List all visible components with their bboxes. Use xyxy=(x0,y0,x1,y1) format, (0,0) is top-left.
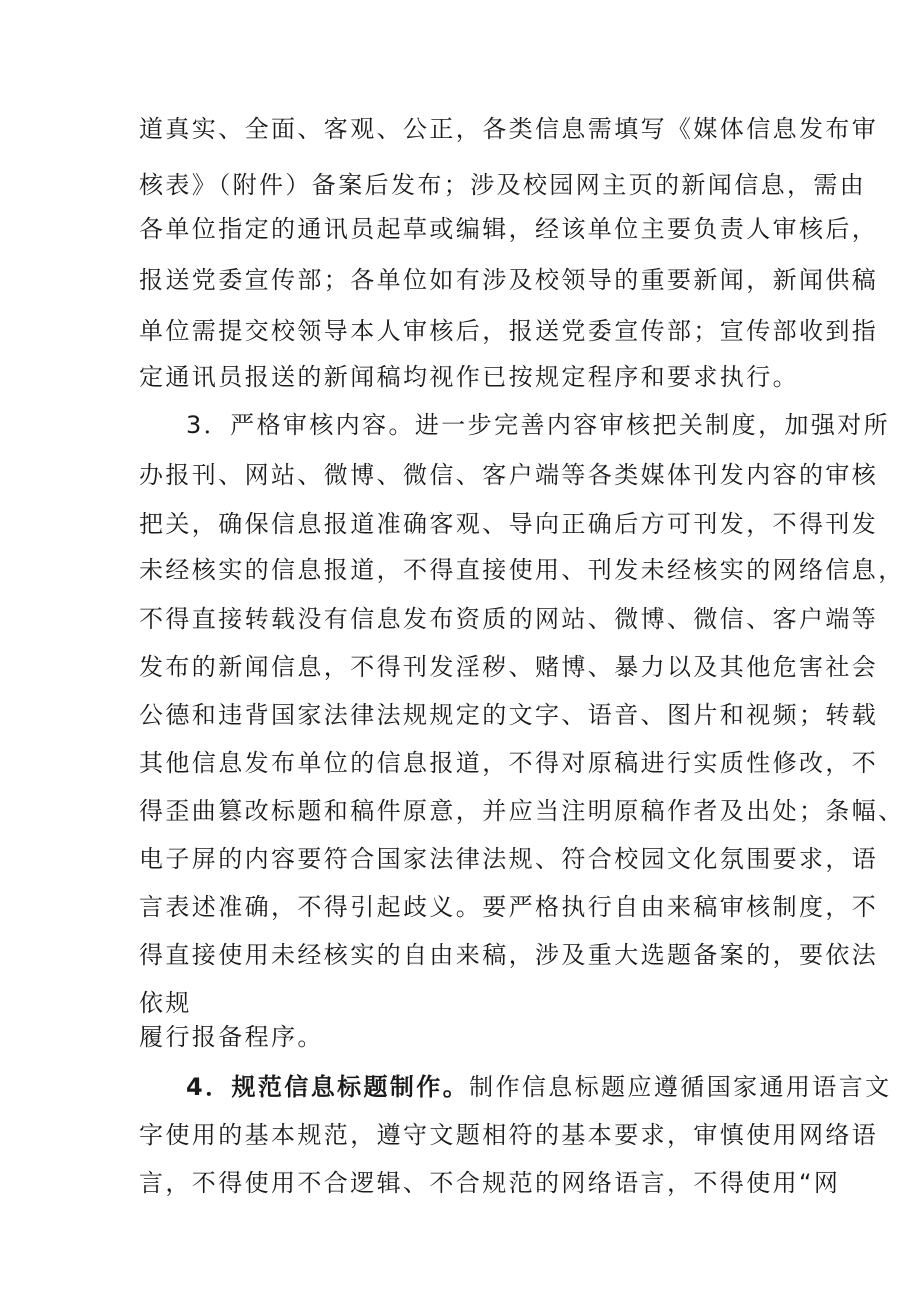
paragraph-line-11: 不得直接转载没有信息发布资质的网站、微博、微信、客户端等 xyxy=(139,605,879,633)
item-4-text: 制作信息标题应遵循国家通用语言文 xyxy=(469,1073,892,1101)
paragraph-line-17: 言表述准确，不得引起歧义。要严格执行自由来稿审核制度，不 xyxy=(139,893,879,921)
paragraph-line-4: 报送党委宣传部；各单位如有涉及校领导的重要新闻，新闻供稿 xyxy=(139,266,879,294)
paragraph-line-14: 其他信息发布单位的信息报道，不得对原稿进行实质性修改，不 xyxy=(139,749,879,777)
paragraph-line-5: 单位需提交校领导本人审核后，报送党委宣传部；宣传部收到指 xyxy=(139,317,879,345)
paragraph-line-12: 发布的新闻信息，不得刊发淫秽、赌博、暴力以及其他危害社会 xyxy=(139,653,879,681)
item-4-heading: 4．规范信息标题制作。 xyxy=(186,1073,470,1101)
paragraph-line-3: 各单位指定的通讯员起草或编辑，经该单位主要负责人审核后， xyxy=(139,215,879,243)
paragraph-line-23: 言，不得使用不合逻辑、不合规范的网络语言，不得使用“网 xyxy=(139,1169,841,1197)
paragraph-line-2: 核表》（附件）备案后发布；涉及校园网主页的新闻信息，需由 xyxy=(139,171,867,199)
paragraph-line-22: 字使用的基本规范，遵守文题相符的基本要求，审慎使用网络语 xyxy=(139,1121,879,1149)
paragraph-line-6: 定通讯员报送的新闻稿均视作已按规定程序和要求执行。 xyxy=(139,363,799,391)
paragraph-line-15: 得歪曲篡改标题和稿件原意，并应当注明原稿作者及出处；条幅、 xyxy=(139,797,905,825)
paragraph-line-10: 未经核实的信息报道，不得直接使用、刊发未经核实的网络信息， xyxy=(139,556,905,584)
paragraph-line-19: 依规 xyxy=(139,989,192,1017)
item-4-line xyxy=(186,1072,892,1102)
paragraph-line-18: 得直接使用未经核实的自由来稿，涉及重大选题备案的，要依法 xyxy=(139,941,879,969)
paragraph-line-8: 办报刊、网站、微博、微信、客户端等各类媒体刊发内容的审核 xyxy=(139,461,879,489)
paragraph-line-20: 履行报备程序。 xyxy=(139,1023,324,1051)
paragraph-line-1: 道真实、全面、客观、公正，各类信息需填写《媒体信息发布审 xyxy=(139,115,879,143)
paragraph-line-9: 把关，确保信息报道准确客观、导向正确后方可刊发，不得刊发 xyxy=(139,510,879,538)
paragraph-line-13: 公德和违背国家法律法规规定的文字、语音、图片和视频；转载 xyxy=(139,701,879,729)
item-3-heading-line: 3．严格审核内容。进一步完善内容审核把关制度，加强对所 xyxy=(186,411,891,439)
paragraph-line-16: 电子屏的内容要符合国家法律法规、符合校园文化氛围要求，语 xyxy=(139,845,879,873)
